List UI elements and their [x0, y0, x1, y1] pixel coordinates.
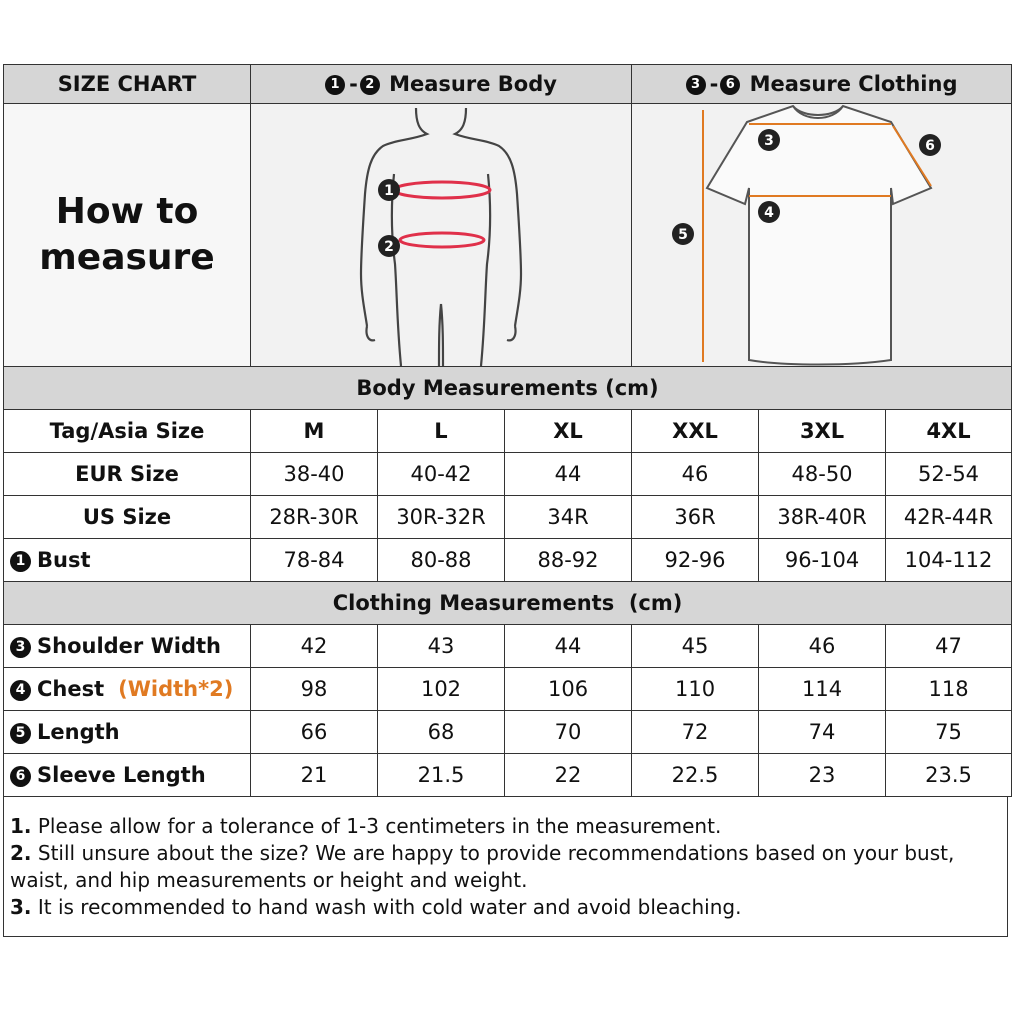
value-cell: 68 [378, 711, 505, 754]
value-cell: 118 [886, 668, 1012, 711]
note-item [10, 894, 1007, 921]
row-label-text: Shoulder Width [37, 634, 221, 658]
body-section-header [4, 367, 1012, 410]
value-cell: 21 [251, 754, 378, 797]
value-cell: 28R-30R [251, 496, 378, 539]
clothing-section-title: Clothing Measurements (cm) [4, 582, 1012, 625]
row-label-text: Chest [37, 677, 105, 701]
value-cell: 80-88 [378, 539, 505, 582]
value-cell: 102 [378, 668, 505, 711]
row-label-text: Length [37, 720, 120, 744]
notes-box [3, 797, 1008, 937]
value-cell: 88-92 [505, 539, 632, 582]
value-cell: 106 [505, 668, 632, 711]
size-chart-table [3, 64, 1012, 797]
value-cell: 110 [632, 668, 759, 711]
body-outline-illustration [291, 104, 591, 366]
shirt-marker-5: 5 [677, 227, 688, 243]
clothing-section-header [4, 582, 1012, 625]
value-cell: 46 [632, 453, 759, 496]
value-cell: 46 [759, 625, 886, 668]
body-marker-2: 2 [384, 239, 394, 255]
row-label [4, 625, 251, 668]
row-label [4, 539, 251, 582]
size-cell: 4XL [886, 410, 1012, 453]
table-row [4, 453, 1012, 496]
row-label-text: Bust [37, 548, 91, 572]
marker-1-icon: 1 [10, 551, 31, 572]
chest-width-note: (Width*2) [118, 677, 234, 701]
value-cell: 74 [759, 711, 886, 754]
value-cell: 22 [505, 754, 632, 797]
row-label: Tag/Asia Size [4, 410, 251, 453]
value-cell: 30R-32R [378, 496, 505, 539]
value-cell: 75 [886, 711, 1012, 754]
tshirt-outline-illustration [633, 104, 1011, 366]
value-cell: 48-50 [759, 453, 886, 496]
marker-1-icon: 1 [325, 75, 345, 95]
table-row [4, 668, 1012, 711]
marker-2-icon: 2 [360, 75, 380, 95]
value-cell: 44 [505, 625, 632, 668]
value-cell: 22.5 [632, 754, 759, 797]
row-label: US Size [4, 496, 251, 539]
body-section-title: Body Measurements (cm) [4, 367, 1012, 410]
value-cell: 114 [759, 668, 886, 711]
size-cell: L [378, 410, 505, 453]
size-cell: 3XL [759, 410, 886, 453]
value-cell: 44 [505, 453, 632, 496]
how-to-line2: measure [39, 237, 215, 278]
marker-3-icon: 3 [10, 637, 31, 658]
row-label: EUR Size [4, 453, 251, 496]
value-cell: 42 [251, 625, 378, 668]
measure-clothing-label: Measure Clothing [749, 72, 958, 96]
value-cell: 21.5 [378, 754, 505, 797]
value-cell: 23.5 [886, 754, 1012, 797]
value-cell: 34R [505, 496, 632, 539]
measure-clothing-header: 3 - 6 Measure Clothing [632, 65, 1012, 104]
body-marker-1: 1 [384, 183, 394, 199]
note-item [10, 840, 1007, 894]
shirt-illustration-cell [632, 104, 1012, 367]
value-cell: 36R [632, 496, 759, 539]
value-cell: 43 [378, 625, 505, 668]
table-row [4, 711, 1012, 754]
note-text: Still unsure about the size? We are happy to provide recommendations based on your bust, waist, and hip measurements or height and weight. [10, 841, 955, 892]
value-cell: 45 [632, 625, 759, 668]
note-number: 2. [10, 841, 32, 865]
shirt-marker-6: 6 [924, 138, 935, 154]
row-label [4, 754, 251, 797]
value-cell: 96-104 [759, 539, 886, 582]
value-cell: 72 [632, 711, 759, 754]
note-number: 3. [10, 895, 32, 919]
row-label-text: Sleeve Length [37, 763, 206, 787]
marker-3-icon: 3 [686, 75, 706, 95]
marker-6-icon: 6 [10, 766, 31, 787]
row-label [4, 668, 251, 711]
value-cell: 47 [886, 625, 1012, 668]
how-to-measure-title [4, 104, 251, 367]
chart-header-row [4, 65, 1012, 104]
table-row [4, 410, 1012, 453]
size-chart-title: SIZE CHART [4, 65, 251, 104]
table-row [4, 625, 1012, 668]
value-cell: 98 [251, 668, 378, 711]
shirt-marker-4: 4 [763, 205, 774, 221]
marker-5-icon: 5 [10, 723, 31, 744]
marker-4-icon: 4 [10, 680, 31, 701]
value-cell: 70 [505, 711, 632, 754]
value-cell: 38-40 [251, 453, 378, 496]
note-text: It is recommended to hand wash with cold water and avoid bleaching. [31, 895, 742, 919]
value-cell: 78-84 [251, 539, 378, 582]
table-row [4, 754, 1012, 797]
table-row [4, 539, 1012, 582]
table-row [4, 496, 1012, 539]
row-label [4, 711, 251, 754]
body-illustration-cell [251, 104, 632, 367]
marker-6-icon: 6 [720, 75, 740, 95]
measure-body-header: 1 - 2 Measure Body [251, 65, 632, 104]
value-cell: 104-112 [886, 539, 1012, 582]
how-to-line1: How to [55, 191, 199, 232]
value-cell: 92-96 [632, 539, 759, 582]
value-cell: 23 [759, 754, 886, 797]
shirt-marker-3: 3 [763, 133, 774, 149]
size-cell: XXL [632, 410, 759, 453]
value-cell: 66 [251, 711, 378, 754]
value-cell: 38R-40R [759, 496, 886, 539]
value-cell: 42R-44R [886, 496, 1012, 539]
note-text: Please allow for a tolerance of 1-3 centimeters in the measurement. [31, 814, 722, 838]
value-cell: 52-54 [886, 453, 1012, 496]
size-cell: M [251, 410, 378, 453]
illustration-row [4, 104, 1012, 367]
value-cell: 40-42 [378, 453, 505, 496]
note-item [10, 813, 1007, 840]
measure-body-label: Measure Body [389, 72, 557, 96]
size-chart-sheet [3, 64, 1011, 937]
size-cell: XL [505, 410, 632, 453]
note-number: 1. [10, 814, 32, 838]
